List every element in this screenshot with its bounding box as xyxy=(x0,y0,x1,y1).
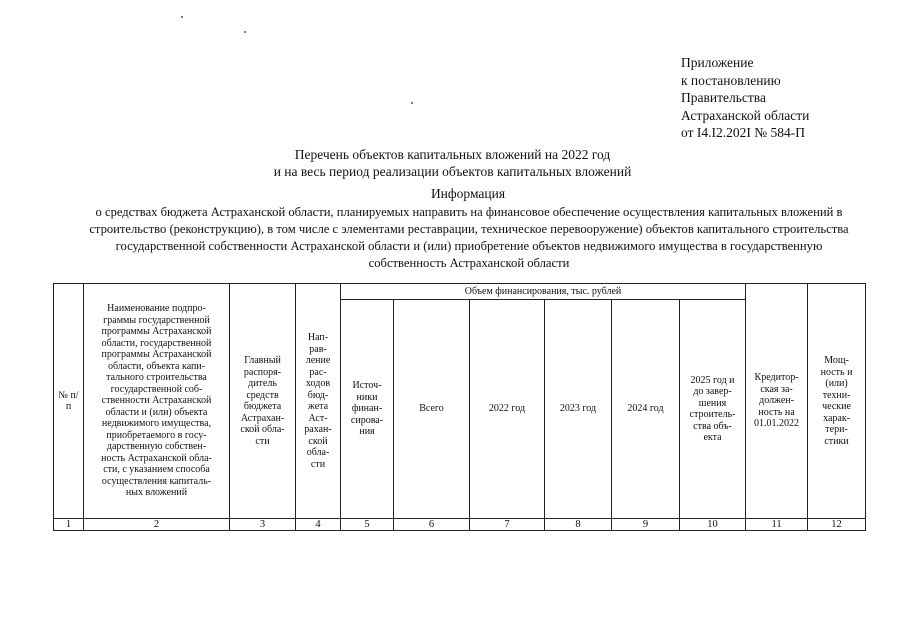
approval-line: Астраханской области xyxy=(681,107,810,123)
header-year-2022: 2022 год xyxy=(470,300,545,519)
column-number-row xyxy=(54,519,866,531)
column-number: 3 xyxy=(230,519,296,531)
header-funding-volume: Объем финансирования, тыс. рублей xyxy=(341,284,746,300)
column-number: 9 xyxy=(612,519,680,531)
column-number: 5 xyxy=(341,519,394,531)
scan-speck xyxy=(181,16,183,18)
header-object-name: Наименование подпро- граммы государственной программы Астраханской области, государственной программы Астраханской области, объекта капи- тального строительства государственной соб- ственности Астраханской области и (или) объекта недвижимого имущества, приобретаемого в госу- дарственную собствен- ность Астраханской обла- сти, с указанием способа осуществления капиталь- ных вложений xyxy=(84,284,230,519)
column-number: 11 xyxy=(746,519,808,531)
header-chief-manager: Главный распоря- дитель средств бюджета Астрахан- ской обла- сти xyxy=(230,284,296,519)
column-number: 2 xyxy=(84,519,230,531)
scan-speck xyxy=(244,31,246,33)
column-number: 8 xyxy=(545,519,612,531)
approval-date-number: от I4.I2.202I № 584-П xyxy=(681,125,805,140)
header-num: № п/п xyxy=(54,284,84,519)
header-year-2024: 2024 год xyxy=(612,300,680,519)
column-number: 7 xyxy=(470,519,545,531)
header-year-2023: 2023 год xyxy=(545,300,612,519)
approval-line: Приложение xyxy=(681,55,754,70)
header-capacity: Мощ- ность и (или) техни- ческие харак- тери- стики xyxy=(808,284,866,519)
approval-block xyxy=(681,54,809,142)
scan-speck xyxy=(411,102,413,104)
document-title-line-2: и на весь период реализации объектов капитальных вложений xyxy=(273,164,632,179)
approval-line: Правительства xyxy=(681,90,766,105)
info-body: о средствах бюджета Астраханской области, планируемых направить на финансовое обеспечение осуществления капитальных вложений в строительство (реконструкцию), в том числе с элементами реставрации, техническое перевооружение) объектов капитального строительства государственной собственности Астраханской области и (или) приобретение объектов недвижимого имущества в государственную собственность Астраханской области xyxy=(89,205,849,270)
column-number: 1 xyxy=(54,519,84,531)
document-title-line-1: Перечень объектов капитальных вложений на 2022 год xyxy=(294,147,611,162)
header-total: Всего xyxy=(394,300,470,519)
header-expense-direction: Нап- рав- ление рас- ходов бюд- жета Аст- рахан- ской обла- сти xyxy=(296,284,341,519)
info-heading: Информация xyxy=(430,186,506,201)
column-number: 12 xyxy=(808,519,866,531)
header-year-2025-plus: 2025 год и до завер- шения строитель- ства объ- екта xyxy=(680,300,746,519)
column-number: 4 xyxy=(296,519,341,531)
approval-line: к постановлению xyxy=(681,72,781,88)
column-number: 6 xyxy=(394,519,470,531)
financing-table xyxy=(53,283,866,531)
header-funding-sources: Источ- ники финан- сирова- ния xyxy=(341,300,394,519)
header-creditor-debt: Кредитор- ская за- должен- ность на 01.01.2022 xyxy=(746,284,808,519)
column-number: 10 xyxy=(680,519,746,531)
